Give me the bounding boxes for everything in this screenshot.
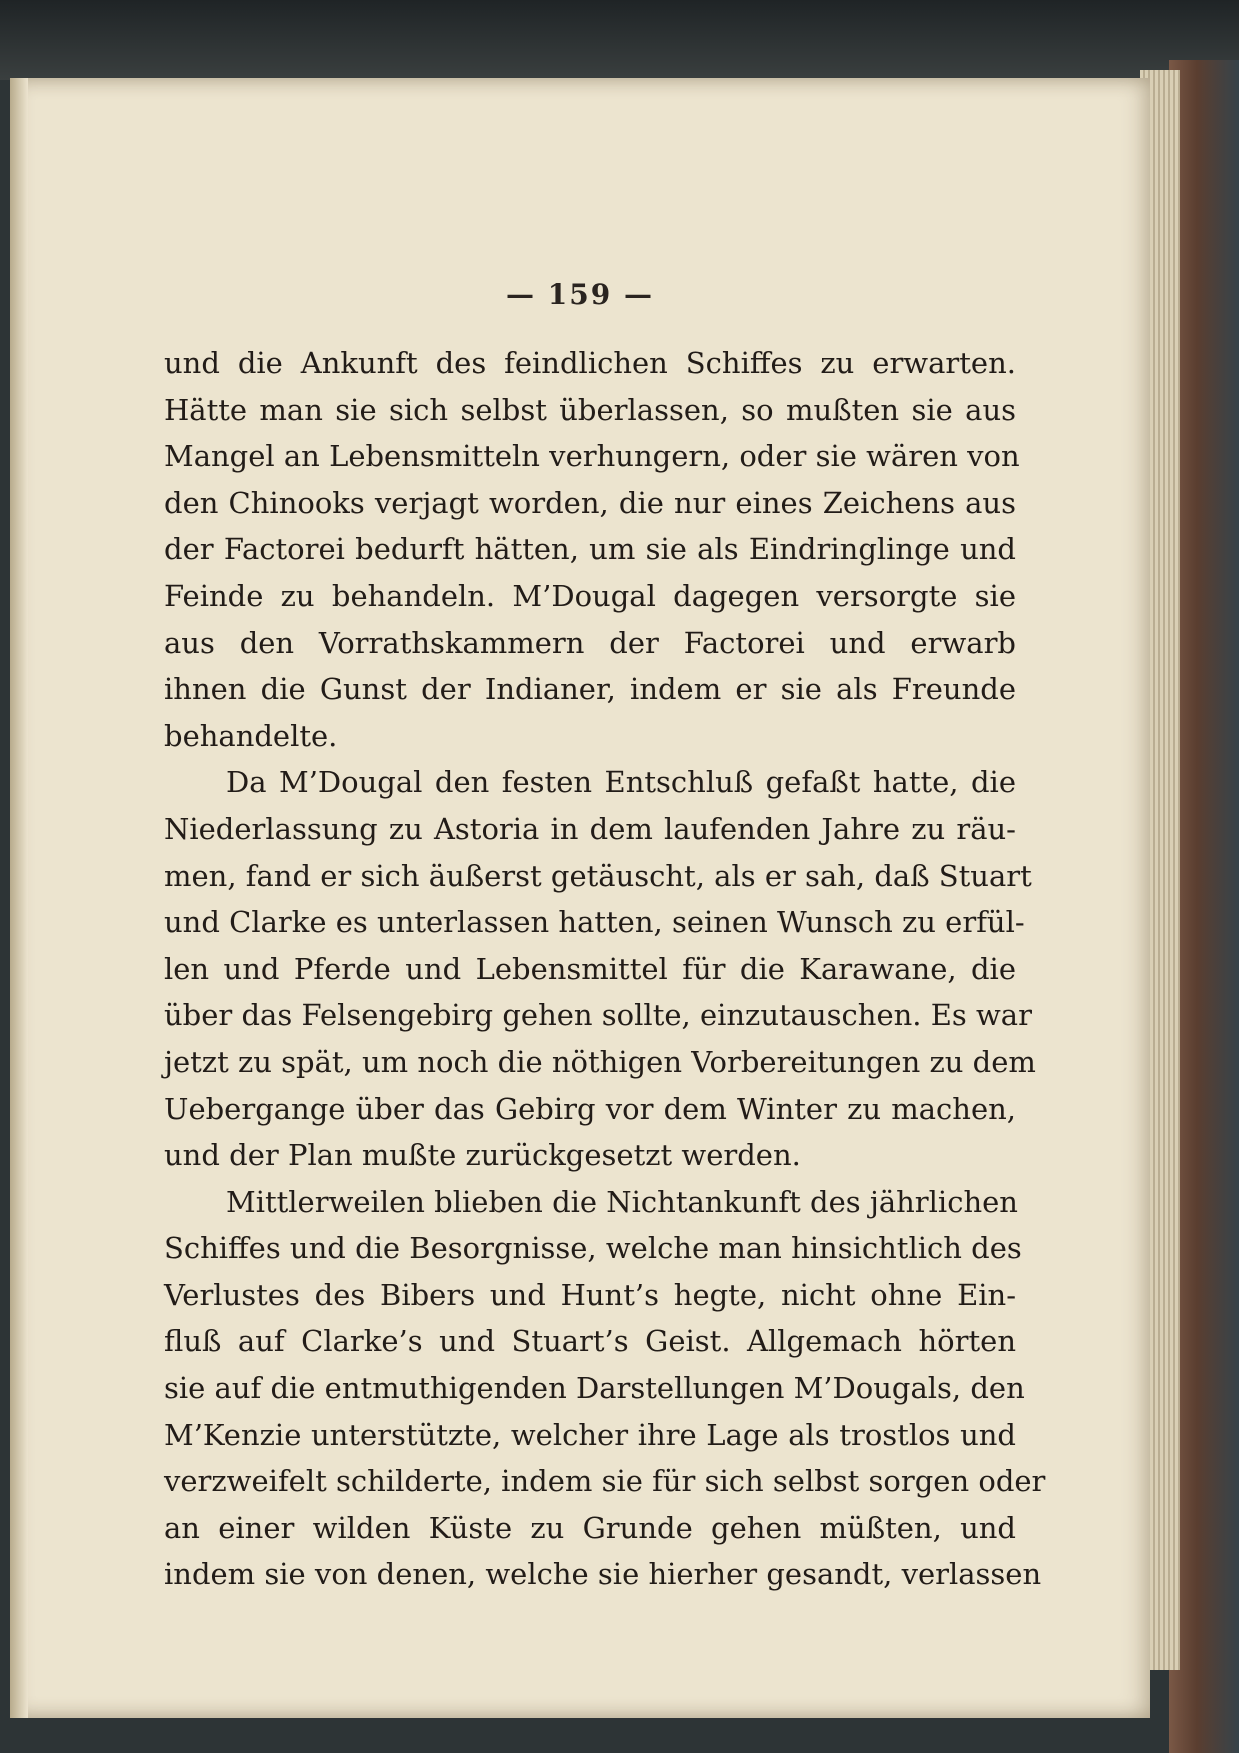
text-line: behandelte. — [164, 718, 338, 753]
text-line: Verlustes des Bibers und Hunt’s hegte, nicht ohne Ein- — [164, 1277, 1016, 1312]
text-line: an einer wilden Küste zu Grunde gehen müßten, und — [164, 1510, 1016, 1545]
text-line: und Clarke es unterlassen hatten, seinen Wunsch zu erfül- — [164, 905, 1025, 940]
text-line: über das Felsengebirg gehen sollte, einzutauschen. Es war — [164, 998, 1032, 1033]
page-number: — 159 — — [506, 278, 654, 311]
text-line: sie auf die entmuthigenden Darstellungen M’Dougals, den — [164, 1371, 1025, 1406]
text-line: Mittlerweilen blieben die Nichtankunft des jährlichen — [226, 1184, 1018, 1219]
paragraph — [164, 340, 1020, 759]
page-gutter — [10, 78, 28, 1718]
text-line: Uebergange über das Gebirg vor dem Winter zu machen, — [164, 1091, 1016, 1126]
text-line: men, fand er sich äußerst getäuscht, als er sah, daß Stuart — [164, 858, 1032, 893]
text-line: fluß auf Clarke’s und Stuart’s Geist. Allgemach hörten — [164, 1324, 1016, 1359]
text-line: aus den Vorrathskammern der Factorei und erwarb — [164, 625, 1016, 660]
text-line: und der Plan mußte zurückgesetzt werden. — [164, 1138, 801, 1173]
text-line: Da M’Dougal den festen Entschluß gefaßt hatte, die — [226, 765, 1016, 800]
text-line: den Chinooks verjagt worden, die nur eines Zeichens aus — [164, 485, 1016, 520]
body-text — [164, 340, 1046, 1598]
text-line: jetzt zu spät, um noch die nöthigen Vorbereitungen zu dem — [164, 1044, 1036, 1079]
book-page — [10, 78, 1150, 1718]
text-line: verzweifelt schilderte, indem sie für sich selbst sorgen oder — [164, 1464, 1046, 1499]
text-line: der Factorei bedurft hätten, um sie als Eindringlinge und — [164, 532, 1016, 567]
text-line: Mangel an Lebensmitteln verhungern, oder sie wären von — [164, 439, 1020, 474]
text-line: indem sie von denen, welche sie hierher gesandt, verlassen — [164, 1557, 1042, 1592]
paragraph — [164, 1179, 1046, 1598]
text-line: Hätte man sie sich selbst überlassen, so mußten sie aus — [164, 392, 1016, 427]
text-line: ihnen die Gunst der Indianer, indem er sie als Freunde — [164, 672, 1016, 707]
text-line: Schiffes und die Besorgnisse, welche man hinsichtlich des — [164, 1231, 1022, 1266]
text-line: und die Ankunft des feindlichen Schiffes zu erwarten. — [164, 346, 1016, 380]
text-line: Feinde zu behandeln. M’Dougal dagegen versorgte sie — [164, 578, 1016, 613]
text-line: Niederlassung zu Astoria in dem laufenden Jahre zu räu- — [164, 811, 1016, 846]
book-cover-top — [0, 0, 1239, 80]
text-line: M’Kenzie unterstützte, welcher ihre Lage als trostlos und — [164, 1417, 1016, 1452]
paragraph — [164, 759, 1036, 1178]
text-line: len und Pferde und Lebensmittel für die Karawane, die — [164, 951, 1016, 986]
